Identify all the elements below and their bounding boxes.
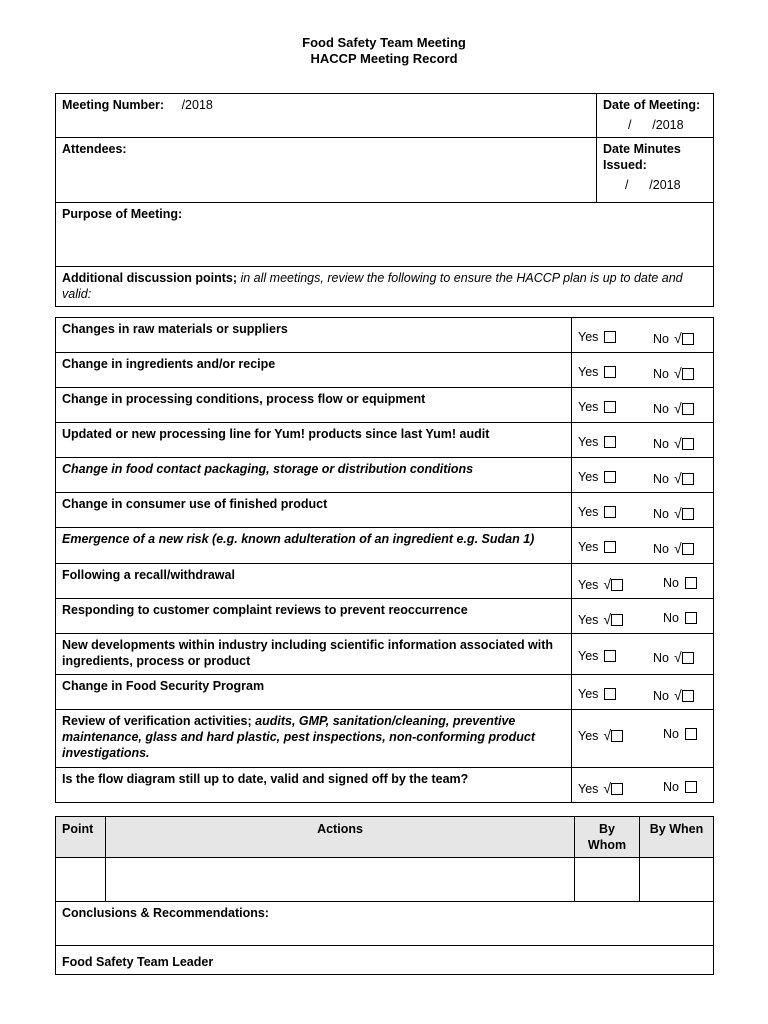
checklist-answer-cell (572, 458, 714, 493)
date-of-meeting-label: Date of Meeting: (603, 98, 701, 112)
checklist-row (56, 388, 714, 423)
yes-checkbox[interactable] (604, 506, 616, 518)
yes-option (578, 330, 616, 344)
checklist-question (56, 634, 572, 675)
check-mark-icon: √ (673, 330, 682, 346)
attendees-cell[interactable] (56, 138, 597, 203)
check-mark-icon: √ (603, 611, 612, 627)
checklist-answer-cell (572, 528, 714, 564)
checklist-row (56, 599, 714, 634)
no-option (663, 780, 697, 794)
checklist-question-text: Change in consumer use of finished product (62, 497, 328, 511)
check-mark-icon: √ (603, 727, 612, 743)
no-checkbox[interactable] (682, 543, 694, 555)
meeting-number-value: /2018 (181, 98, 213, 112)
no-checkbox[interactable] (682, 368, 694, 380)
document-title: Food Safety Team Meeting (302, 35, 466, 50)
yes-checkbox[interactable] (604, 331, 616, 343)
no-label: No (653, 472, 669, 486)
checklist-question-detail: audits, GMP, sanitation/cleaning, preventive maintenance, glass and hard plastic, pest inspections, non-conforming product investigations. (62, 714, 535, 760)
yes-option (578, 611, 623, 627)
conclusions-label: Conclusions & Recommendations: (62, 906, 269, 920)
checklist-row (56, 710, 714, 768)
checklist-row (56, 564, 714, 599)
checklist-question (56, 423, 572, 458)
no-checkbox[interactable] (682, 652, 694, 664)
yes-checkbox[interactable] (604, 366, 616, 378)
attendees-label: Attendees: (62, 142, 127, 156)
checklist-row (56, 493, 714, 528)
checklist-question-text: Updated or new processing line for Yum! products since last Yum! audit (62, 427, 490, 441)
no-option (653, 687, 694, 703)
meeting-number-cell[interactable] (56, 94, 597, 138)
check-mark-icon: √ (673, 687, 682, 703)
date-minutes-issued-cell[interactable] (597, 138, 714, 203)
no-option (653, 435, 694, 451)
no-label: No (663, 576, 679, 590)
no-checkbox[interactable] (685, 781, 697, 793)
check-mark-icon: √ (603, 780, 612, 796)
check-mark-icon: √ (673, 540, 682, 556)
purpose-of-meeting-cell[interactable] (56, 203, 714, 267)
no-option (653, 540, 694, 556)
yes-checkbox[interactable] (604, 650, 616, 662)
yes-option (578, 400, 616, 414)
no-label: No (663, 611, 679, 625)
checklist-question (56, 768, 572, 803)
action-point-cell[interactable] (56, 858, 106, 902)
checklist-answer-cell (572, 599, 714, 634)
yes-option (578, 649, 616, 663)
check-mark-icon: √ (673, 435, 682, 451)
meeting-info-table (55, 93, 714, 307)
meeting-number-label: Meeting Number: (62, 98, 165, 112)
checklist-answer-cell (572, 634, 714, 675)
no-option (663, 611, 697, 625)
checklist-question (56, 675, 572, 710)
yes-checkbox[interactable] (611, 783, 623, 795)
point-column-header: Point (56, 817, 106, 858)
additional-discussion-cell (56, 267, 714, 307)
no-checkbox[interactable] (682, 508, 694, 520)
no-option (653, 365, 694, 381)
checklist-answer-cell (572, 710, 714, 768)
yes-option (578, 435, 616, 449)
checklist-question (56, 388, 572, 423)
no-checkbox[interactable] (682, 403, 694, 415)
purpose-of-meeting-label: Purpose of Meeting: (62, 207, 183, 221)
conclusions-cell[interactable] (56, 902, 714, 946)
actions-table (55, 816, 714, 975)
checklist-row (56, 768, 714, 803)
additional-discussion-label: Additional discussion points; (62, 271, 237, 285)
no-checkbox[interactable] (682, 690, 694, 702)
checklist-answer-cell (572, 564, 714, 599)
checklist-row (56, 458, 714, 493)
yes-option (578, 365, 616, 379)
yes-label: Yes (578, 400, 599, 414)
date-of-meeting-cell[interactable] (597, 94, 714, 138)
yes-option (578, 687, 616, 701)
additional-discussion-text: in all meetings, review the following to ensure the HACCP plan is up to date and valid: (62, 271, 683, 301)
checklist-question (56, 710, 572, 768)
yes-checkbox[interactable] (604, 471, 616, 483)
checklist-question-text: New developments within industry including scientific information associated with ingredients, process or product (62, 638, 554, 668)
checklist-answer-cell (572, 318, 714, 353)
no-option (653, 649, 694, 665)
yes-label: Yes (578, 505, 599, 519)
no-label: No (653, 651, 669, 665)
yes-checkbox[interactable] (611, 730, 623, 742)
action-by-when-cell[interactable] (640, 858, 714, 902)
yes-label: Yes (578, 613, 599, 627)
checklist-question-text: Review of verification activities; (62, 714, 252, 728)
no-checkbox[interactable] (685, 728, 697, 740)
checklist-question (56, 458, 572, 493)
yes-checkbox[interactable] (604, 541, 616, 553)
team-leader-cell[interactable] (56, 946, 714, 975)
checklist-answer-cell (572, 675, 714, 710)
no-option (653, 330, 694, 346)
checklist-answer-cell (572, 493, 714, 528)
checklist-question-text: Following a recall/withdrawal (62, 568, 235, 582)
yes-checkbox[interactable] (604, 401, 616, 413)
yes-option (578, 540, 616, 554)
yes-checkbox[interactable] (611, 614, 623, 626)
review-checklist-table (55, 317, 714, 803)
checklist-question (56, 318, 572, 353)
checklist-row (56, 528, 714, 564)
yes-option (578, 727, 623, 743)
yes-checkbox[interactable] (604, 688, 616, 700)
team-leader-label: Food Safety Team Leader (62, 955, 214, 969)
by-when-column-header: By When (640, 817, 714, 858)
no-label: No (653, 332, 669, 346)
document-subtitle: HACCP Meeting Record (310, 51, 458, 66)
checklist-answer-cell (572, 353, 714, 388)
checklist-row (56, 634, 714, 675)
checklist-question (56, 528, 572, 564)
no-checkbox[interactable] (685, 612, 697, 624)
no-label: No (653, 402, 669, 416)
date-of-meeting-value: / /2018 (628, 118, 684, 132)
checklist-answer-cell (572, 388, 714, 423)
checklist-question-text: Change in ingredients and/or recipe (62, 357, 276, 371)
yes-checkbox[interactable] (611, 579, 623, 591)
no-label: No (653, 367, 669, 381)
yes-option (578, 505, 616, 519)
action-row (56, 858, 714, 902)
checklist-question-text: Emergence of a new risk (e.g. known adulteration of an ingredient e.g. Sudan 1) (62, 532, 535, 546)
date-minutes-issued-value: / /2018 (625, 178, 681, 192)
no-label: No (653, 437, 669, 451)
yes-option (578, 576, 623, 592)
yes-label: Yes (578, 729, 599, 743)
checklist-row (56, 318, 714, 353)
checklist-row (56, 423, 714, 458)
no-label: No (663, 780, 679, 794)
no-option (653, 470, 694, 486)
checklist-row (56, 353, 714, 388)
check-mark-icon: √ (673, 505, 682, 521)
actions-column-header: Actions (106, 817, 575, 858)
yes-option (578, 780, 623, 796)
yes-option (578, 470, 616, 484)
checklist-question-text: Changes in raw materials or suppliers (62, 322, 288, 336)
check-mark-icon: √ (673, 649, 682, 665)
checklist-answer-cell (572, 768, 714, 803)
no-checkbox[interactable] (685, 577, 697, 589)
checklist-question-text: Change in food contact packaging, storage or distribution conditions (62, 462, 474, 476)
by-whom-label: By Whom (587, 822, 627, 852)
no-checkbox[interactable] (682, 438, 694, 450)
yes-label: Yes (578, 687, 599, 701)
action-by-whom-cell[interactable] (575, 858, 640, 902)
yes-label: Yes (578, 578, 599, 592)
check-mark-icon: √ (603, 576, 612, 592)
check-mark-icon: √ (673, 365, 682, 381)
checklist-question (56, 564, 572, 599)
no-label: No (653, 542, 669, 556)
no-label: No (653, 689, 669, 703)
checklist-question-text: Change in Food Security Program (62, 679, 265, 693)
no-option (653, 505, 694, 521)
yes-label: Yes (578, 782, 599, 796)
no-label: No (663, 727, 679, 741)
action-description-cell[interactable] (106, 858, 575, 902)
no-checkbox[interactable] (682, 473, 694, 485)
no-checkbox[interactable] (682, 333, 694, 345)
yes-label: Yes (578, 435, 599, 449)
yes-label: Yes (578, 330, 599, 344)
no-option (653, 400, 694, 416)
checklist-question-text: Change in processing conditions, process flow or equipment (62, 392, 426, 406)
checklist-question-text: Responding to customer complaint reviews to prevent reoccurrence (62, 603, 468, 617)
checklist-row (56, 675, 714, 710)
yes-label: Yes (578, 470, 599, 484)
checklist-question (56, 353, 572, 388)
yes-checkbox[interactable] (604, 436, 616, 448)
date-minutes-issued-label: Date Minutes Issued: (603, 142, 681, 172)
yes-label: Yes (578, 365, 599, 379)
checklist-answer-cell (572, 423, 714, 458)
by-whom-column-header (575, 817, 640, 858)
checklist-question (56, 493, 572, 528)
checklist-question (56, 599, 572, 634)
yes-label: Yes (578, 540, 599, 554)
check-mark-icon: √ (673, 400, 682, 416)
checklist-question-text: Is the flow diagram still up to date, valid and signed off by the team? (62, 772, 469, 786)
no-option (663, 576, 697, 590)
check-mark-icon: √ (673, 470, 682, 486)
no-label: No (653, 507, 669, 521)
yes-label: Yes (578, 649, 599, 663)
no-option (663, 727, 697, 741)
